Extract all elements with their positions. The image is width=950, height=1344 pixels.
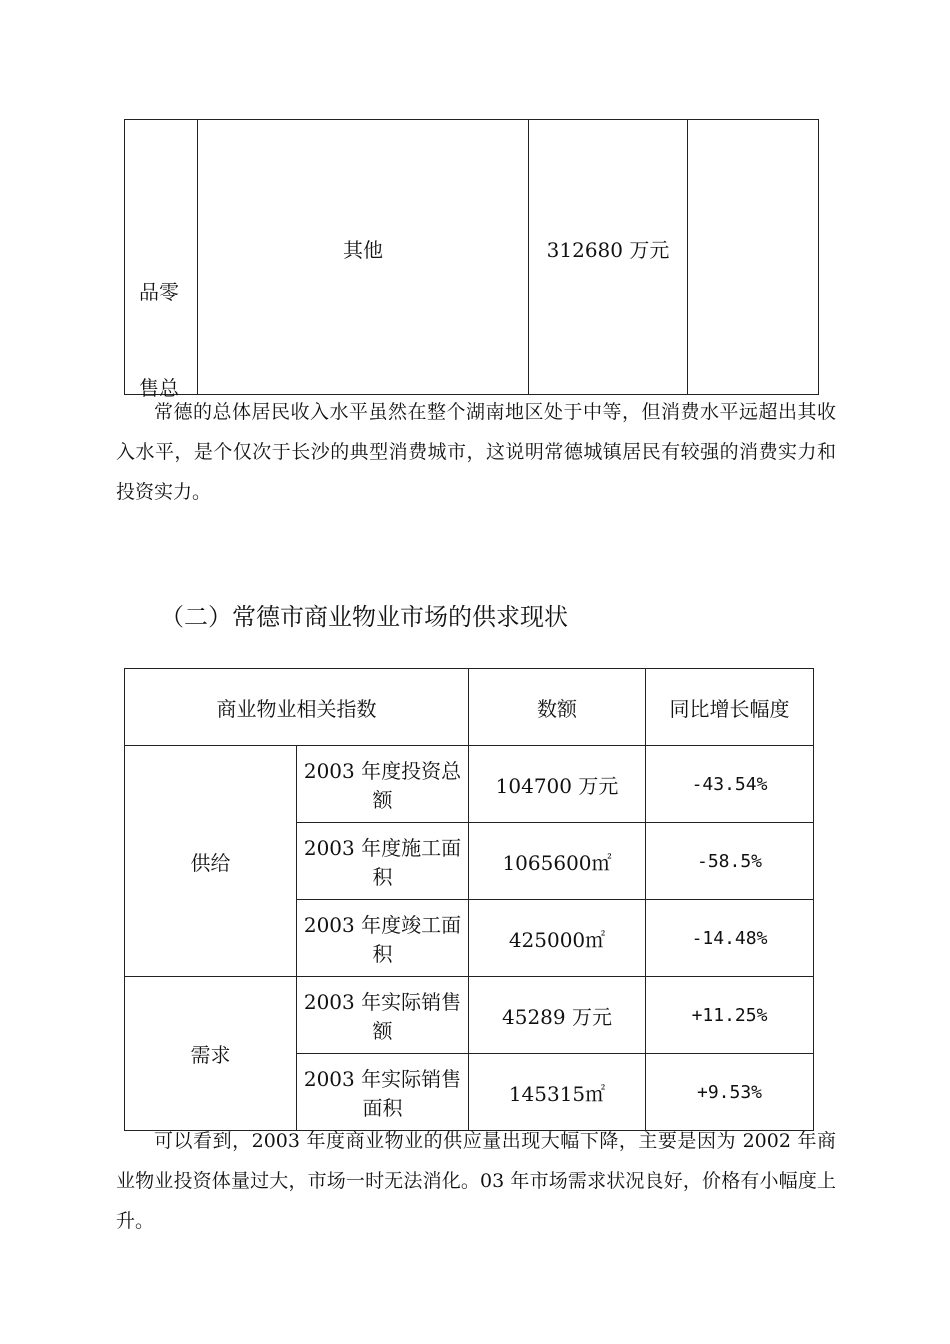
item-name-cell (198, 120, 529, 395)
amount-cell: 45289 万元 (469, 977, 646, 1054)
row-category-cell (125, 120, 198, 400)
empty-cell (688, 120, 819, 395)
consumption-paragraph: 常德的总体居民收入水平虽然在整个湖南地区处于中等，但消费水平远超出其收入水平，是个仅次于长沙的典型消费城市，这说明常德城镇居民有较强的消费实力和投资实力。 (116, 401, 836, 503)
change-cell: +11.25% (646, 977, 814, 1054)
table-row (125, 120, 819, 395)
category-supply: 供给 (125, 746, 297, 977)
category-label-line2: 售总 (139, 376, 179, 400)
index-cell: 2003 年度施工面积 (297, 823, 469, 900)
index-cell: 2003 年度竣工面积 (297, 900, 469, 977)
item-name: 其他 (343, 238, 383, 262)
item-value-cell (529, 120, 688, 395)
index-cell: 2003 年实际销售面积 (297, 1054, 469, 1131)
table-row (125, 977, 814, 1054)
amount-cell: 425000㎡ (469, 900, 646, 977)
table-header-row (125, 669, 814, 746)
amount-cell: 145315㎡ (469, 1054, 646, 1131)
amount-cell: 104700 万元 (469, 746, 646, 823)
conclusion-paragraph: 可以看到，2003 年度商业物业的供应量出现大幅下降，主要是因为 2002 年商业物业投资体量过大，市场一时无法消化。03 年市场需求状况良好，价格有小幅度上升。 (116, 1130, 836, 1232)
change-cell: -43.54% (646, 746, 814, 823)
header-change: 同比增长幅度 (646, 669, 814, 746)
change-cell: +9.53% (646, 1054, 814, 1131)
section-title: （二）常德市商业物业市场的供求现状 (160, 603, 568, 631)
header-amount: 数额 (469, 669, 646, 746)
category-label-line1: 品零 (139, 280, 179, 304)
retail-sales-table (124, 119, 819, 400)
header-index: 商业物业相关指数 (125, 669, 469, 746)
table-row (125, 746, 814, 823)
item-value: 312680 万元 (546, 238, 670, 262)
amount-cell: 1065600㎡ (469, 823, 646, 900)
index-cell: 2003 年度投资总额 (297, 746, 469, 823)
supply-demand-table (124, 668, 814, 1131)
change-cell: -14.48% (646, 900, 814, 977)
change-cell: -58.5% (646, 823, 814, 900)
index-cell: 2003 年实际销售额 (297, 977, 469, 1054)
category-demand: 需求 (125, 977, 297, 1131)
